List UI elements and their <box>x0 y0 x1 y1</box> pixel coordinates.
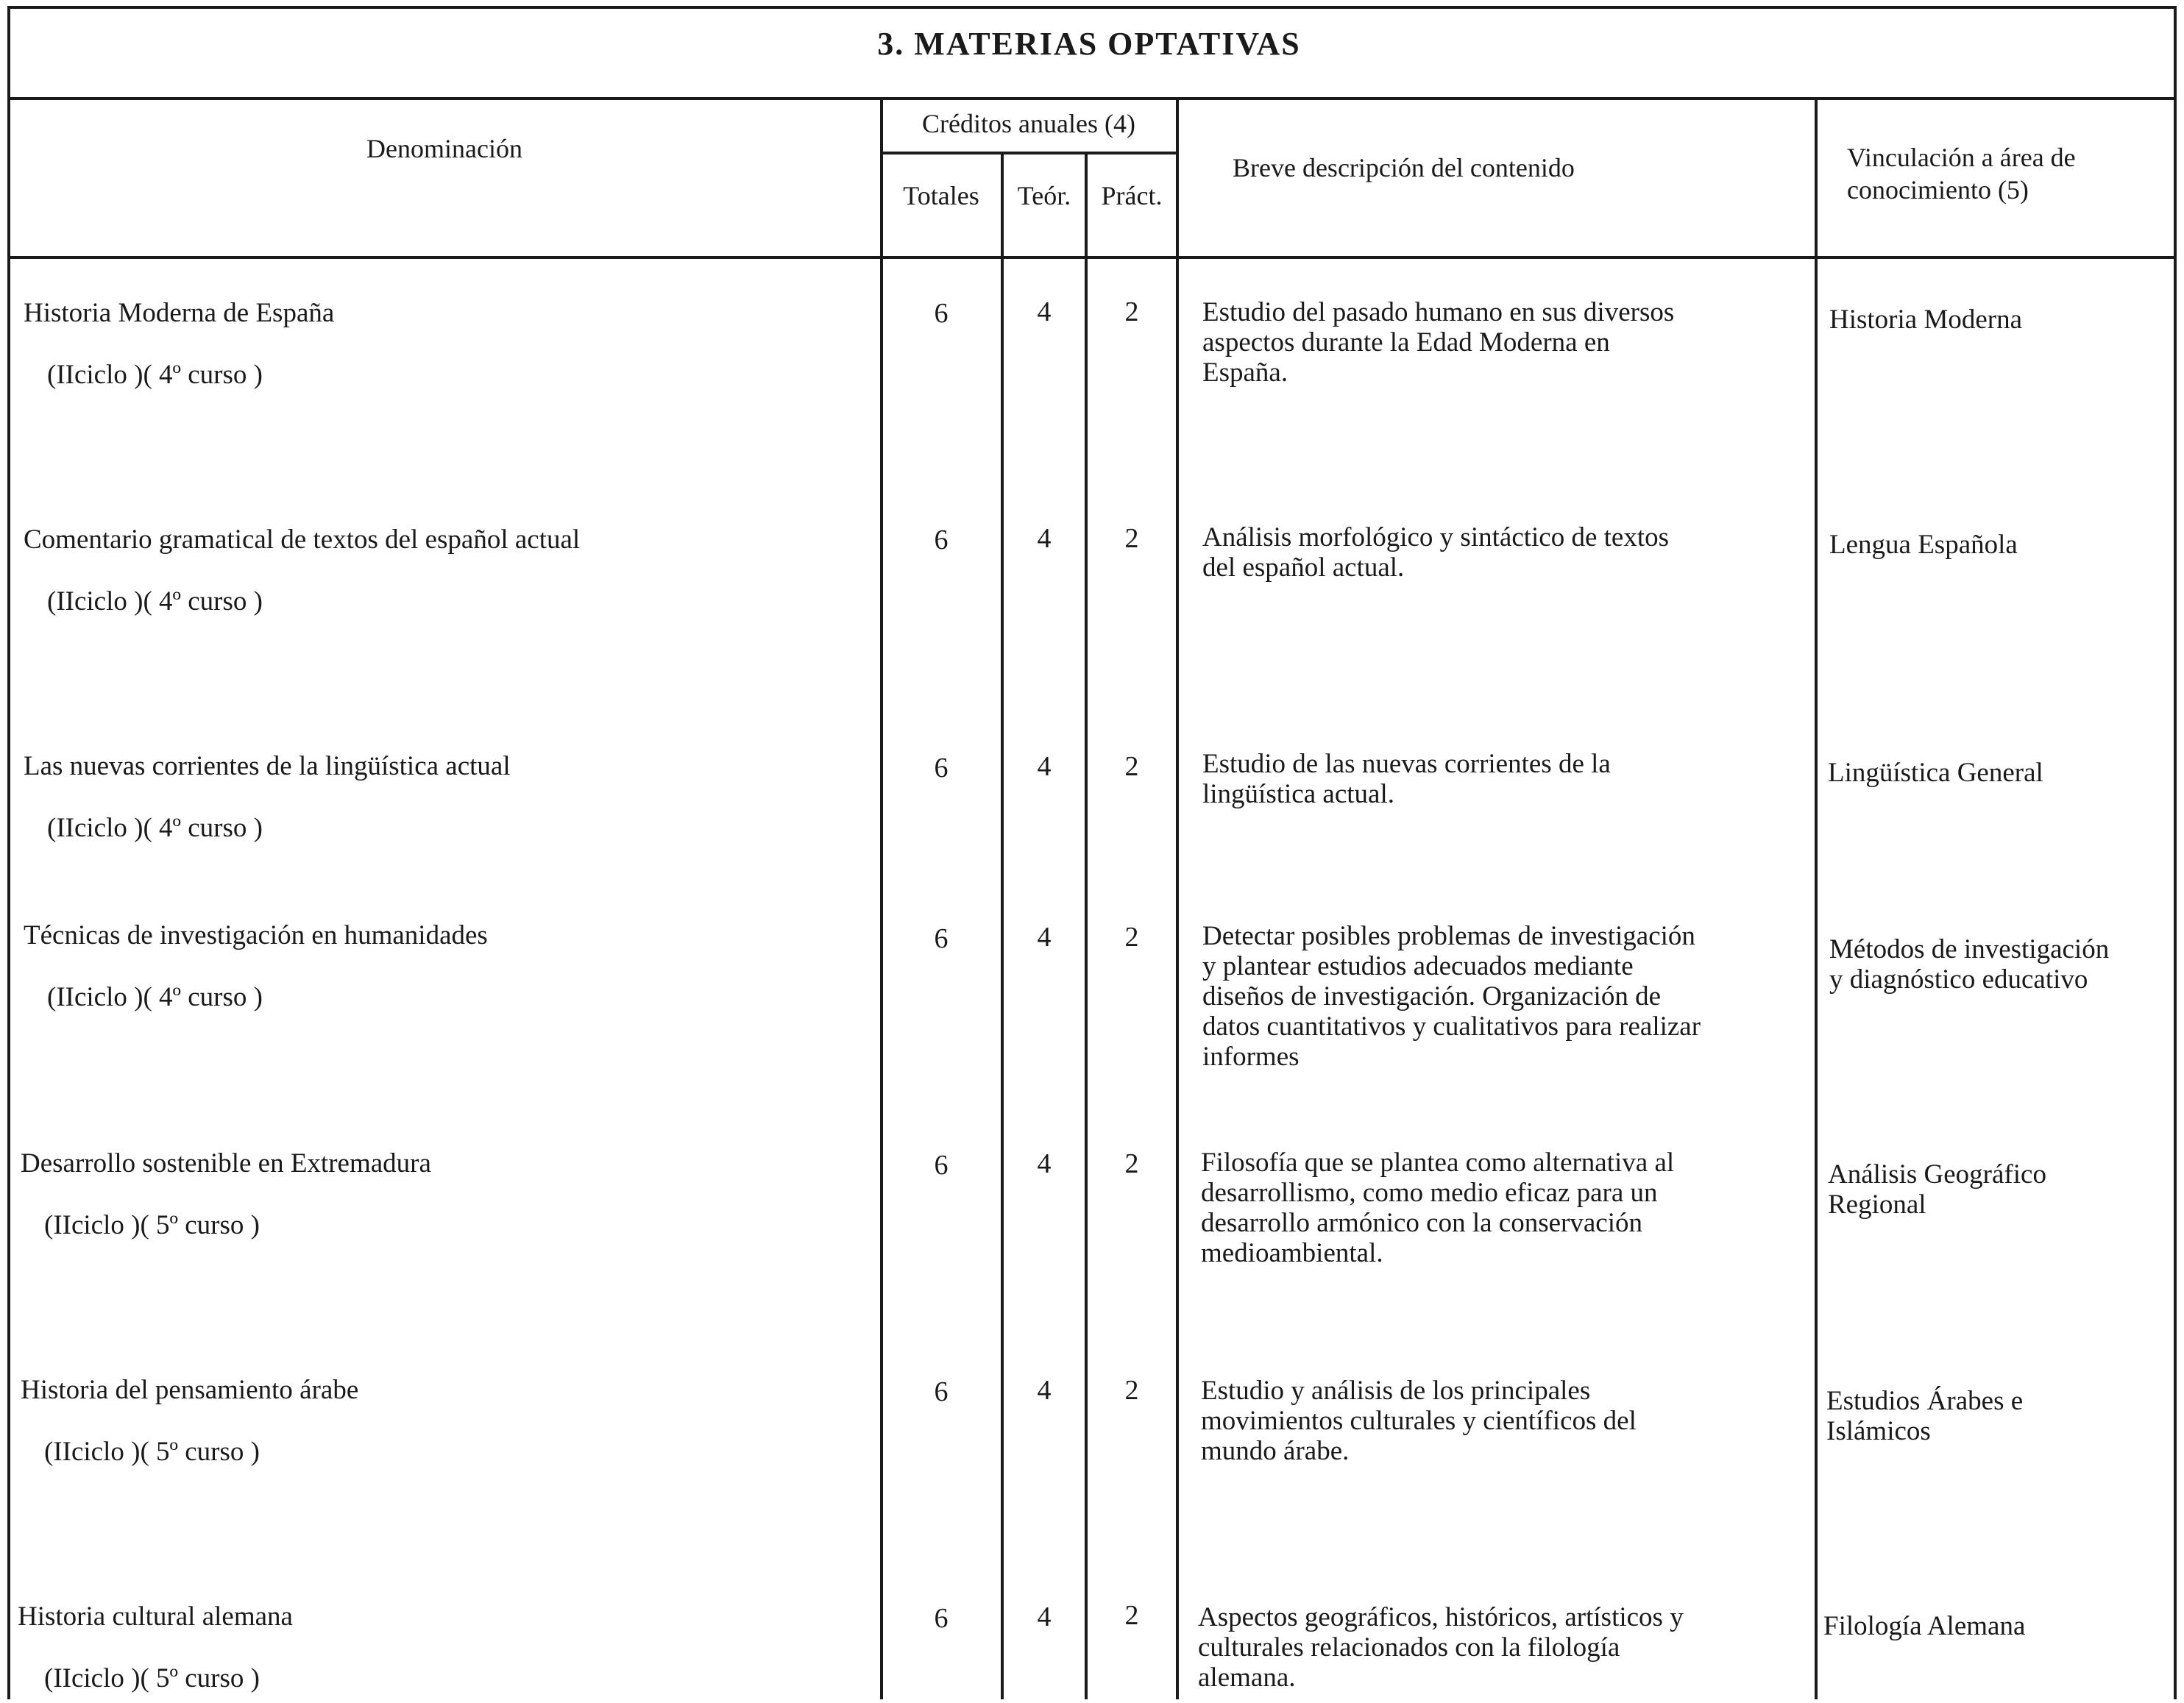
row-7-description-line-2: culturales relacionados con la filología <box>1198 1632 1620 1663</box>
row-6-description-line-3: mundo árabe. <box>1201 1436 1350 1466</box>
col-divider-4 <box>1176 97 1179 1699</box>
row-3-description-line-2: lingüística actual. <box>1202 779 1394 809</box>
row-4-area-line-2: y diagnóstico educativo <box>1829 964 2088 995</box>
title-divider <box>7 97 2177 100</box>
row-2-area <box>1829 530 2168 560</box>
row-4-area-line-1: Métodos de investigación <box>1829 934 2110 964</box>
row-2-teor: 4 <box>1037 523 1052 554</box>
row-1-cycle: (IIciclo )( 4º curso ) <box>47 360 263 390</box>
row-6-pract: 2 <box>1124 1375 1139 1406</box>
row-4-description-line-2: y plantear estudios adecuados mediante <box>1202 951 1634 981</box>
col-divider-5 <box>1815 97 1818 1699</box>
row-2-area-line-1: Lengua Española <box>1829 530 2018 560</box>
header-vinculacion-line1: Vinculación a área de <box>1847 143 2076 172</box>
row-1-area-line-1: Historia Moderna <box>1829 305 2023 335</box>
row-3-description-line-1: Estudio de las nuevas corrientes de la <box>1202 749 1611 779</box>
row-1-name: Historia Moderna de España <box>24 298 335 328</box>
header-totales: Totales <box>903 181 979 210</box>
row-3-description <box>1202 749 1813 809</box>
row-5-cycle: (IIciclo )( 5º curso ) <box>44 1210 260 1240</box>
row-6-description-line-2: movimientos culturales y científicos del <box>1201 1406 1637 1436</box>
frame-left <box>7 6 10 1699</box>
frame-top <box>7 6 2177 9</box>
row-5-description <box>1201 1148 1812 1268</box>
row-3-cycle: (IIciclo )( 4º curso ) <box>47 813 263 843</box>
row-4-name: Técnicas de investigación en humanidades <box>24 920 488 950</box>
header-descripcion: Breve descripción del contenido <box>1233 153 1575 182</box>
row-1-description-line-1: Estudio del pasado humano en sus diversos <box>1202 297 1675 327</box>
header-creditos: Créditos anuales (4) <box>922 109 1135 138</box>
row-3-totales: 6 <box>934 753 949 783</box>
row-1-teor: 4 <box>1037 296 1052 327</box>
row-5-totales: 6 <box>934 1150 949 1181</box>
row-6-description-line-1: Estudio y análisis de los principales <box>1201 1376 1591 1406</box>
row-5-teor: 4 <box>1037 1148 1052 1179</box>
row-2-description <box>1202 522 1813 583</box>
frame-right <box>2174 6 2177 1699</box>
row-1-description-line-3: España. <box>1202 358 1288 388</box>
row-6-cycle: (IIciclo )( 5º curso ) <box>44 1437 260 1467</box>
row-1-description <box>1202 297 1813 388</box>
row-5-description-line-2: desarrollismo, como medio eficaz para un <box>1201 1178 1658 1208</box>
row-5-area <box>1828 1159 2166 1220</box>
row-6-area <box>1826 1386 2165 1446</box>
row-5-description-line-3: desarrollo armónico con la conservación <box>1201 1208 1642 1238</box>
row-2-name: Comentario gramatical de textos del español actual <box>24 525 581 555</box>
header-denominacion: Denominación <box>366 134 522 163</box>
row-4-description-line-3: diseños de investigación. Organización de <box>1202 981 1662 1012</box>
row-7-area-line-1: Filología Alemana <box>1823 1611 2026 1641</box>
row-2-description-line-1: Análisis morfológico y sintáctico de textos <box>1202 522 1670 552</box>
row-5-area-line-1: Análisis Geográfico <box>1828 1159 2046 1190</box>
row-4-description-line-1: Detectar posibles problemas de investigación <box>1202 921 1695 951</box>
row-3-teor: 4 <box>1037 751 1052 782</box>
row-5-description-line-1: Filosofía que se plantea como alternativa al <box>1201 1148 1675 1178</box>
row-7-name: Historia cultural alemana <box>18 1601 293 1632</box>
table-title: 3. MATERIAS OPTATIVAS <box>877 26 1301 62</box>
row-7-description-line-1: Aspectos geográficos, históricos, artísticos y <box>1198 1602 1684 1632</box>
row-6-area-line-1: Estudios Árabes e <box>1826 1386 2024 1416</box>
row-6-name: Historia del pensamiento árabe <box>21 1375 359 1405</box>
row-7-cycle: (IIciclo )( 5º curso ) <box>44 1663 260 1693</box>
row-4-totales: 6 <box>934 923 949 954</box>
row-3-area-line-1: Lingüística General <box>1828 758 2043 788</box>
header-vinculacion-line2: conocimiento (5) <box>1847 175 2029 205</box>
header-teor: Teór. <box>1017 181 1071 210</box>
row-4-description <box>1202 921 1813 1072</box>
row-5-name: Desarrollo sostenible en Extremadura <box>21 1148 431 1178</box>
row-2-pract: 2 <box>1124 523 1139 554</box>
row-4-description-line-5: informes <box>1202 1042 1300 1072</box>
row-7-teor: 4 <box>1037 1601 1052 1632</box>
row-3-area <box>1828 758 2166 788</box>
row-1-area <box>1829 305 2168 335</box>
row-6-description <box>1201 1376 1812 1466</box>
row-1-totales: 6 <box>934 298 949 329</box>
row-1-pract: 2 <box>1124 296 1139 327</box>
header-pract: Práct. <box>1101 181 1163 210</box>
row-4-teor: 4 <box>1037 922 1052 953</box>
row-4-description-line-4: datos cuantitativos y cualitativos para realizar <box>1202 1012 1701 1042</box>
row-7-area <box>1823 1611 2162 1641</box>
row-7-description <box>1198 1602 1809 1693</box>
row-2-description-line-2: del español actual. <box>1202 552 1405 583</box>
row-6-totales: 6 <box>934 1376 949 1407</box>
row-5-area-line-2: Regional <box>1828 1190 1926 1220</box>
row-2-totales: 6 <box>934 525 949 555</box>
row-3-pract: 2 <box>1124 751 1139 782</box>
row-1-description-line-2: aspectos durante la Edad Moderna en <box>1202 327 1610 358</box>
col-divider-1 <box>880 97 883 1699</box>
row-6-teor: 4 <box>1037 1375 1052 1406</box>
row-7-pract: 2 <box>1124 1600 1139 1631</box>
credits-divider <box>882 152 1177 154</box>
row-5-description-line-4: medioambiental. <box>1201 1238 1383 1268</box>
row-7-totales: 6 <box>934 1603 949 1634</box>
row-3-name: Las nuevas corrientes de la lingüística actual <box>24 751 511 781</box>
row-4-area <box>1829 934 2168 995</box>
row-4-cycle: (IIciclo )( 4º curso ) <box>47 982 263 1012</box>
row-4-pract: 2 <box>1124 922 1139 953</box>
header-divider <box>7 256 2177 259</box>
row-2-cycle: (IIciclo )( 4º curso ) <box>47 586 263 616</box>
row-6-area-line-2: Islámicos <box>1826 1416 1931 1446</box>
row-5-pract: 2 <box>1124 1148 1139 1179</box>
row-7-description-line-3: alemana. <box>1198 1663 1296 1693</box>
